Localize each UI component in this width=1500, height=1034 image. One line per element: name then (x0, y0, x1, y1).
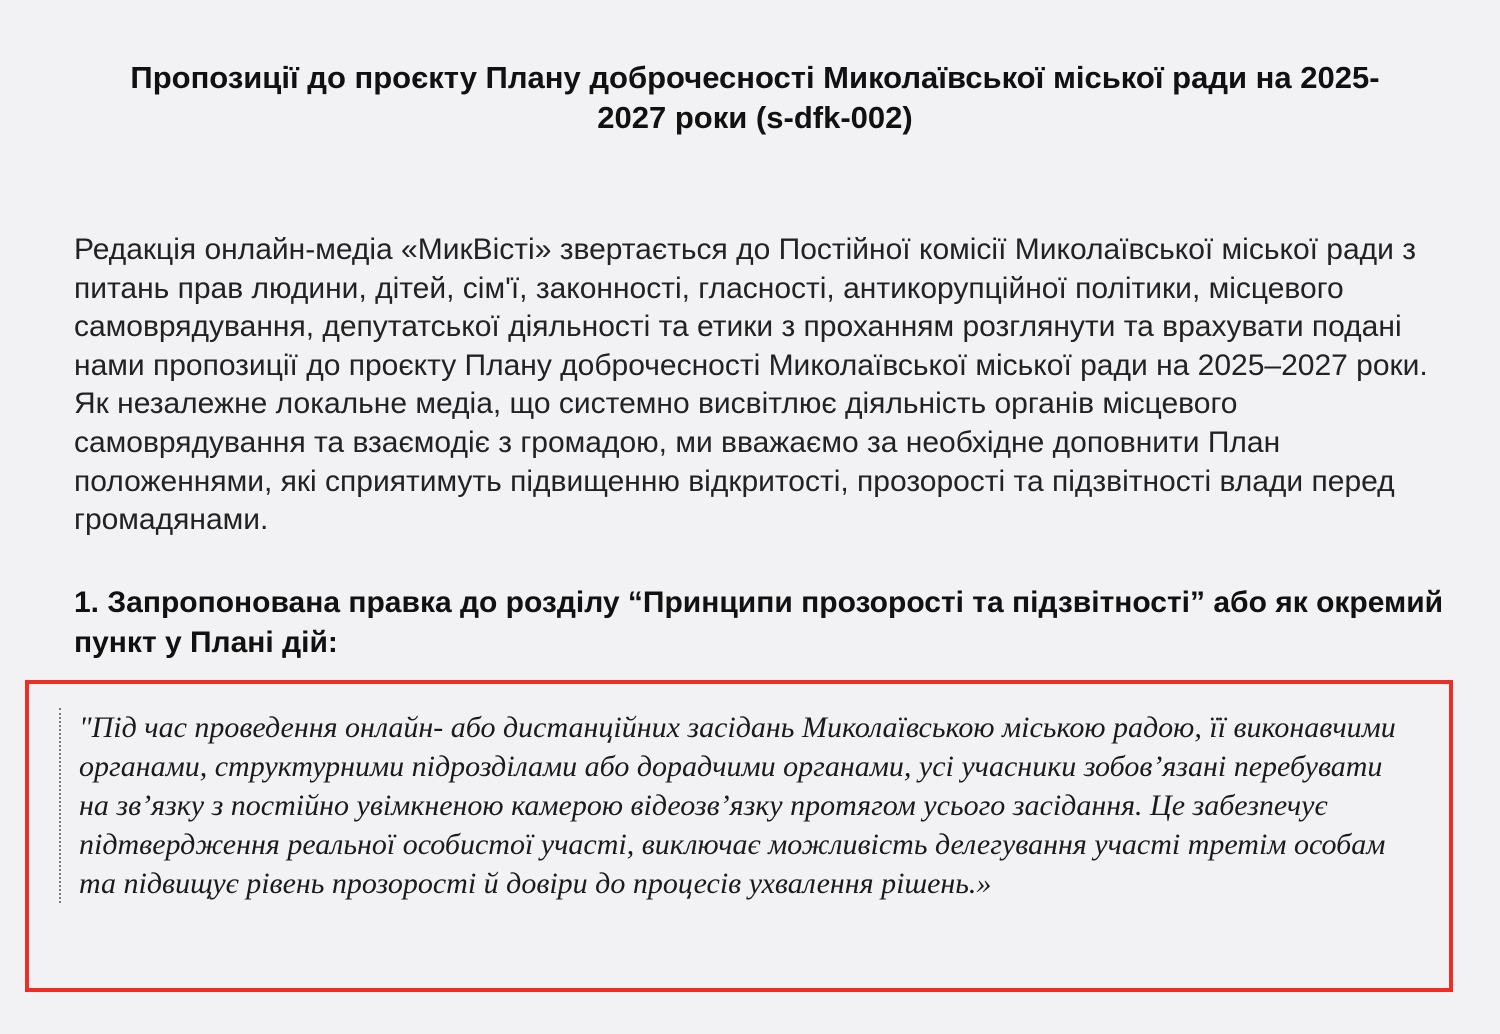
proposal-quote: "Під час проведення онлайн- або дистанційних засідань Миколаївською міською радою, її виконавчими органами, структурними підрозділами або дорадчими органами, усі учасники зобов’язані перебувати на зв’язку з постійно увімкненою камерою відеозв’язку протягом усього засідання. Це забезпечує підтвердження реальної особистої участі, виключає можливість делегування участі третім особам та підвищує рівень прозорості й довіри до процесів ухвалення рішень.» (59, 708, 1419, 903)
highlighted-proposal-box (25, 680, 1453, 992)
section-heading: 1. Запропонована правка до розділу “Принципи прозорості та підзвітності” або як окремий пункт у Плані дій: (74, 586, 1444, 659)
page-title: Пропозиції до проєкту Плану доброчесності Миколаївської міської ради на 2025-2027 роки (s-dfk-002) (130, 60, 1380, 135)
intro-paragraph: Редакція онлайн-медіа «МикВісті» звертається до Постійної комісії Миколаївської міської ради з питань прав людини, дітей, сім'ї, законності, гласності, антикорупційної політики, місцевого самоврядування, депутатської діяльності та етики з проханням розглянути та врахувати подані нами пропозиції до проєкту Плану доброчесності Миколаївської міської ради на 2025–2027 роки. Як незалежне локальне медіа, що системно висвітлює діяльність органів місцевого самоврядування та взаємодіє з громадою, ми вважаємо за необхідне доповнити План положеннями, які сприятимуть підвищенню відкритості, прозорості та підзвітності влади перед громадянами. (74, 233, 1428, 537)
